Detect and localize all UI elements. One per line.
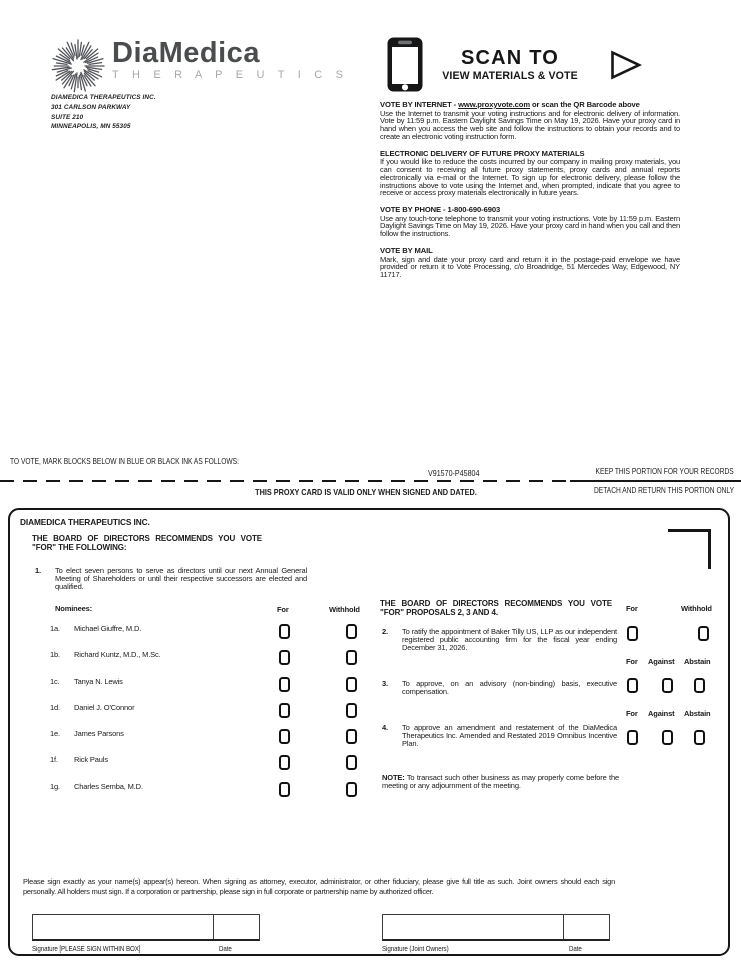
nominee-name: Tanya N. Lewis [74, 677, 123, 686]
proposal-2-number: 2. [382, 627, 388, 636]
signature-label-joint [382, 944, 460, 953]
mark-blocks-instruction [10, 456, 296, 466]
address-line: MINNEAPOLIS, MN 55305 [51, 123, 131, 131]
checkbox-4-abstain[interactable] [694, 730, 705, 745]
nominee-id: 1g. [50, 782, 60, 791]
nominee-name: Charles Semba, M.D. [74, 782, 143, 791]
proposal-3-number: 3. [382, 679, 388, 688]
column-header-abstain-3: Abstain [684, 657, 711, 666]
scan-text-block [434, 47, 586, 82]
column-header-withhold: Withhold [329, 605, 360, 614]
control-number-text: V91570-P45804 [428, 468, 480, 478]
column-header-against-3: Against [648, 657, 675, 666]
detach-divider-line [570, 480, 741, 482]
nominee-name: Rick Pauls [74, 755, 108, 764]
checkbox-1g-withhold[interactable] [346, 782, 357, 797]
brand-text-block [112, 38, 348, 81]
date-label-primary [219, 944, 234, 953]
proposal-1-text: To elect seven persons to serve as directors until our next Annual General Meeting of Shareholders or until their respective successors are elected and qualified. [55, 566, 307, 591]
brand-logo [50, 38, 348, 94]
signature-box-primary[interactable] [32, 914, 260, 941]
date-label-primary-text: Date [219, 944, 232, 953]
date-box-joint[interactable] [563, 915, 609, 939]
checkbox-1d-withhold[interactable] [346, 703, 357, 718]
nominees-label: Nominees: [55, 604, 92, 613]
checkbox-1a-withhold[interactable] [346, 624, 357, 639]
proposal-4-number: 4. [382, 723, 388, 732]
checkbox-4-for[interactable] [627, 730, 638, 745]
checkbox-1a-for[interactable] [279, 624, 290, 639]
date-label-joint [569, 944, 584, 953]
proposal-3-text: To approve, on an advisory (non-binding) basis, executive compensation. [402, 679, 617, 696]
checkbox-1b-withhold[interactable] [346, 650, 357, 665]
keep-portion-text: KEEP THIS PORTION FOR YOUR RECORDS [595, 466, 734, 476]
brand-name: DiaMedica [112, 37, 260, 69]
signature-box-joint[interactable] [382, 914, 610, 941]
address-line: DIAMEDICA THERAPEUTICS INC. [51, 94, 156, 101]
nominee-id: 1f. [50, 755, 58, 764]
starburst-logo-icon [50, 38, 106, 94]
nominee-name: Richard Kuntz, M.D., M.Sc. [74, 650, 161, 659]
signature-label-joint-text: Signature (Joint Owners) [382, 944, 449, 953]
checkbox-1e-for[interactable] [279, 729, 290, 744]
scan-banner [386, 36, 642, 93]
board-recommendation-left: THE BOARD OF DIRECTORS RECOMMENDS YOU VOTE "FOR" THE FOLLOWING: [32, 534, 262, 552]
signature-label-primary-text: Signature [PLEASE SIGN WITHIN BOX] [32, 944, 141, 953]
checkbox-1d-for[interactable] [279, 703, 290, 718]
checkbox-1e-withhold[interactable] [346, 729, 357, 744]
checkbox-1c-for[interactable] [279, 677, 290, 692]
detach-return-note [559, 485, 734, 495]
vote-by-internet-heading [380, 101, 680, 109]
keep-portion-note [561, 466, 734, 476]
board-recommendation-right: THE BOARD OF DIRECTORS RECOMMENDS YOU VOTE "FOR" PROPOSALS 2, 3 AND 4. [380, 599, 612, 617]
scan-title: SCAN TO [460, 47, 560, 69]
checkbox-2-withhold[interactable] [698, 626, 709, 641]
checkbox-2-for[interactable] [627, 626, 638, 641]
edelivery-body: If you would like to reduce the costs incurred by our company in mailing proxy materials, you can consent to receiving all future proxy statements, proxy cards and annual reports electronically via e-mail or the Internet. To sign up for electronic delivery, please follow the instructions above to vote using the Internet and, when prompted, indicate that you agree to receive or access proxy materials electronically in future years. [380, 157, 680, 198]
vote-by-internet-body: Use the Internet to transmit your voting instructions and for electronic delivery of information. Vote by 11:59 p.m. Eastern Daylight Savings Time on May 19, 2026. Have your proxy card in hand when you access the web site and follow the instructions to obtain your records and to create an electronic voting instruction form. [380, 108, 680, 141]
proxy-card [8, 508, 730, 956]
nominee-name: James Parsons [74, 729, 124, 738]
arrow-right-icon [610, 50, 642, 80]
vote-by-mail-heading: VOTE BY MAIL [380, 246, 433, 256]
return-address [51, 93, 156, 132]
nominee-id: 1c. [50, 677, 60, 686]
nominee-name: Daniel J. O'Connor [74, 703, 135, 712]
checkbox-3-against[interactable] [662, 678, 673, 693]
nominee-id: 1a. [50, 624, 60, 633]
internet-heading-prefix: VOTE BY INTERNET - [380, 100, 459, 109]
smartphone-icon [386, 36, 424, 93]
checkbox-1g-for[interactable] [279, 782, 290, 797]
column-header-for-4: For [626, 709, 638, 718]
checkbox-1f-withhold[interactable] [346, 755, 357, 770]
detach-return-text: DETACH AND RETURN THIS PORTION ONLY [593, 485, 734, 495]
checkbox-1c-withhold[interactable] [346, 677, 357, 692]
control-number [428, 468, 489, 478]
checkbox-1b-for[interactable] [279, 650, 290, 665]
checkbox-3-abstain[interactable] [694, 678, 705, 693]
checkbox-3-for[interactable] [627, 678, 638, 693]
column-header-for: For [277, 605, 289, 614]
edelivery-heading: ELECTRONIC DELIVERY OF FUTURE PROXY MATERIALS [380, 148, 585, 158]
brand-tagline: T H E R A P E U T I C S [112, 69, 349, 81]
note-label: NOTE: [382, 773, 405, 782]
perforation-dashed-line [0, 480, 566, 482]
vote-by-mail-body: Mark, sign and date your proxy card and return it in the postage-paid envelope we have provided or return it to Vote Processing, c/o Broadridge, 51 Mercedes Way, Edgewood, NY 11717. [380, 254, 680, 280]
address-line: SUITE 210 [51, 113, 84, 121]
checkbox-4-against[interactable] [662, 730, 673, 745]
date-box-primary[interactable] [213, 915, 259, 939]
column-header-for-3: For [626, 657, 638, 666]
proposal-1-number: 1. [35, 566, 41, 575]
address-line: 301 CARLSON PARKWAY [51, 103, 131, 111]
signature-instructions: Please sign exactly as your name(s) appear(s) hereon. When signing as attorney, executor, administrator, or other fiduciary, please give full title as such. Joint owners should each sign personally. All holders must sign. If a corporation or partnership, please sign in full corporate or partnership name by authorized officer. [23, 877, 615, 896]
column-header-abstain-4: Abstain [684, 709, 711, 718]
scan-subtitle: VIEW MATERIALS & VOTE [442, 70, 578, 82]
valid-note-text: THIS PROXY CARD IS VALID ONLY WHEN SIGNED AND DATED. [255, 487, 477, 497]
note-text: To transact such other business as may properly come before the meeting or any adjournment of the meeting. [382, 773, 619, 790]
internet-heading-suffix: or scan the QR Barcode above [530, 100, 640, 109]
card-company-name: DIAMEDICA THERAPEUTICS INC. [20, 517, 150, 527]
proposal-4-text: To approve an amendment and restatement of the DiaMedica Therapeutics Inc. Amended and Restated 2019 Omnibus Incentive Plan. [402, 723, 617, 748]
signature-label-primary [32, 944, 160, 953]
vote-by-phone-body: Use any touch-tone telephone to transmit your voting instructions. Vote by 11:59 p.m. Eastern Daylight Savings Time on May 19, 2026. Have your proxy card in hand when you call and then follow the instructions. [380, 213, 680, 239]
nominee-name: Michael Giuffre, M.D. [74, 624, 142, 633]
column-header-for-2: For [626, 604, 638, 613]
proposal-2-text: To ratify the appointment of Baker Tilly US, LLP as our independent registered public accounting firm for the fiscal year ending December 31, 2026. [402, 627, 617, 652]
vote-instructions [380, 101, 680, 279]
date-label-joint-text: Date [569, 944, 582, 953]
column-header-against-4: Against [648, 709, 675, 718]
column-header-withhold-2: Withhold [681, 604, 712, 613]
mark-blocks-text: TO VOTE, MARK BLOCKS BELOW IN BLUE OR BLACK INK AS FOLLOWS: [10, 456, 239, 466]
vote-by-phone-heading: VOTE BY PHONE - 1-800-690-6903 [380, 205, 501, 215]
proxyvote-link[interactable]: www.proxyvote.com [458, 100, 530, 109]
nominee-id: 1b. [50, 650, 60, 659]
registration-corner-mark [668, 529, 711, 569]
nominee-id: 1d. [50, 703, 60, 712]
other-business-note [382, 774, 619, 790]
nominee-id: 1e. [50, 729, 60, 738]
checkbox-1f-for[interactable] [279, 755, 290, 770]
